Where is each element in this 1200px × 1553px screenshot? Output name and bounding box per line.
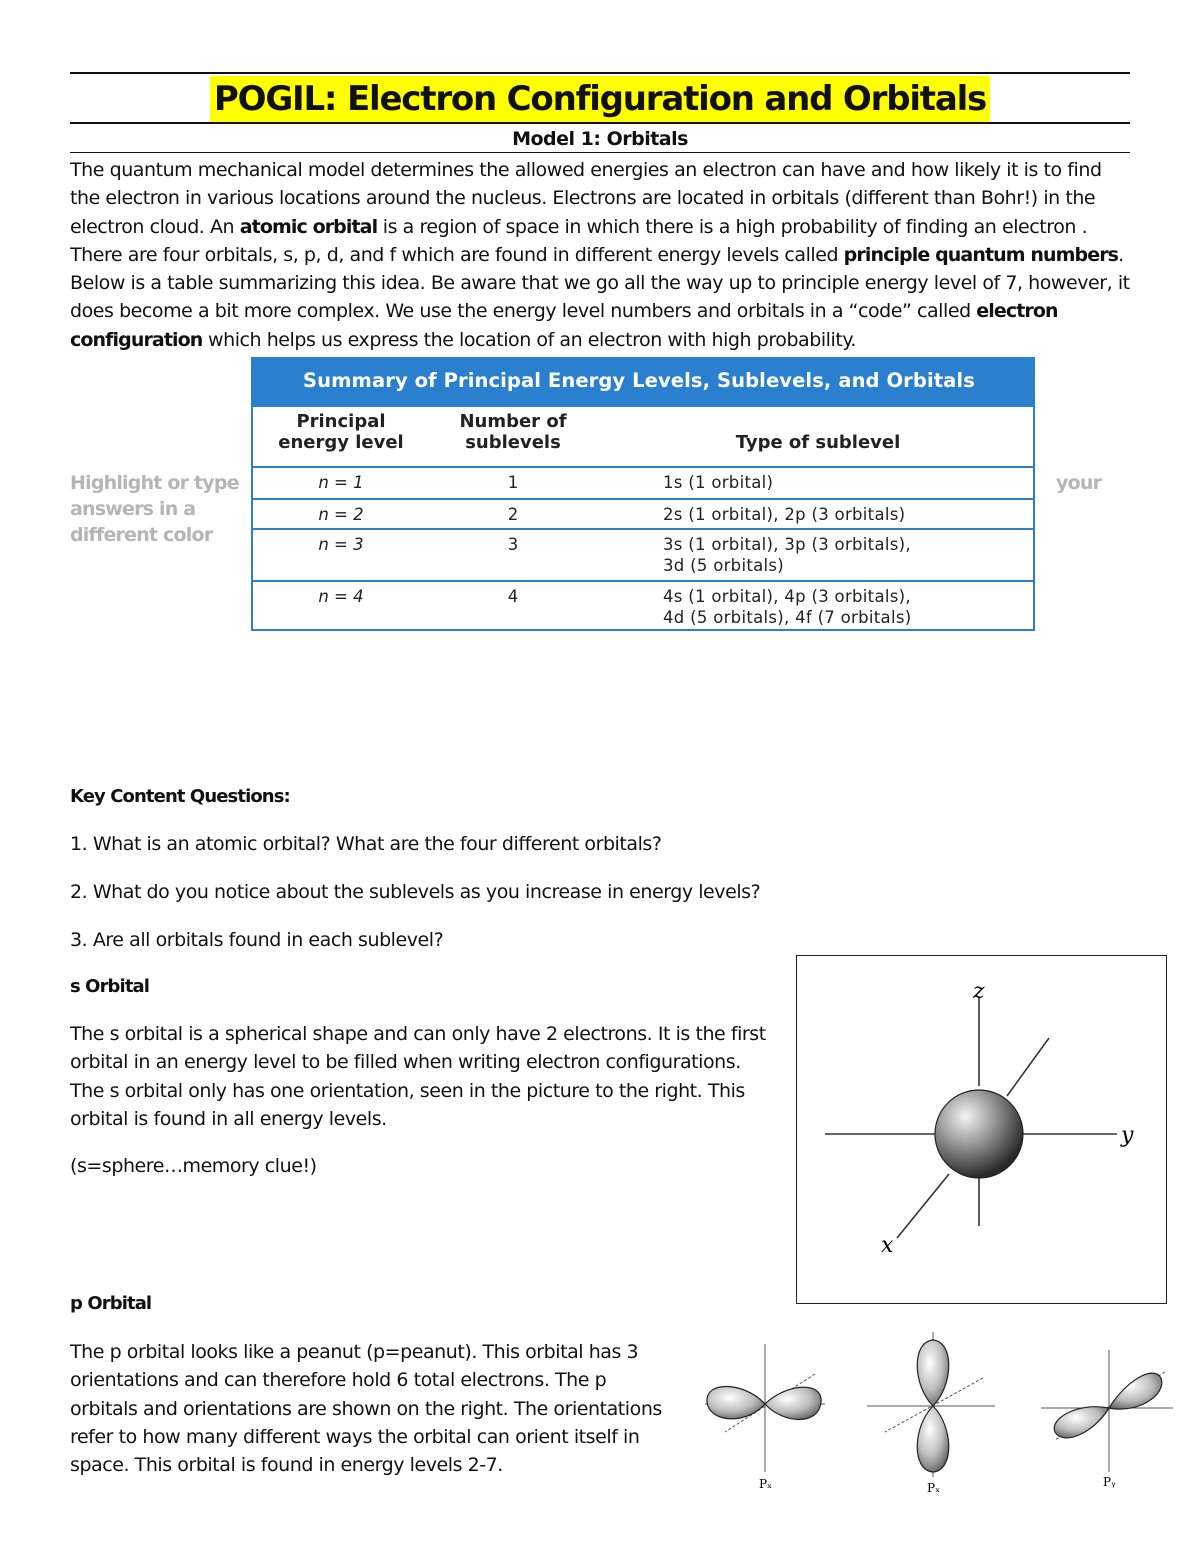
question-3: 3. Are all orbitals found in each sublevel? bbox=[70, 929, 444, 951]
px-orbital-icon bbox=[705, 1344, 825, 1491]
page-title: POGIL: Electron Configuration and Orbitals bbox=[210, 76, 990, 122]
question-2: 2. What do you notice about the sublevels as you increase in energy levels? bbox=[70, 881, 761, 903]
term-atomic-orbital: atomic orbital bbox=[239, 215, 378, 238]
table-row: n = 4 4 4s (1 orbital), 4p (3 orbitals), 4d (5 orbitals), 4f (7 orbitals) bbox=[253, 580, 1033, 630]
y-axis-label: y bbox=[1121, 1123, 1134, 1148]
intro-paragraph: The quantum mechanical model determines the allowed energies an electron can have and how likely it is to find the electron in various locations around the nucleus. Electrons are located in orbitals (different than Bohr!) in the electron cloud. An atomic orbital is a region of space in which there is a high probability of finding an electron . There are four orbitals, s, p, d, and f which are found in different energy levels called principle quantum numbers. Below is a table summarizing this idea. Be aware that we go all the way up to principle energy level of 7, however, it does become a bit more complex. We use the energy level numbers and orbitals in a “code” called electron configuration which helps us express the location of an electron with high probability. bbox=[70, 159, 1130, 351]
table-row: n = 3 3 3s (1 orbital), 3p (3 orbitals), 3d (5 orbitals) bbox=[253, 528, 1033, 582]
side-note-left: Highlight or type answers in a different color bbox=[70, 472, 239, 546]
side-note-right: your bbox=[1056, 472, 1102, 494]
p-orbitals-diagram bbox=[695, 1322, 1185, 1502]
key-content-questions-heading: Key Content Questions: bbox=[70, 786, 290, 807]
term-electron-configuration: electron configuration bbox=[70, 300, 1058, 351]
term-principle-quantum-numbers: principle quantum numbers bbox=[843, 243, 1119, 266]
py-caption: Pᵧ bbox=[1103, 1475, 1116, 1489]
summary-table bbox=[251, 357, 1035, 631]
pz-orbital-icon bbox=[867, 1332, 995, 1495]
title-rule bbox=[70, 122, 1130, 124]
s-orbital-paragraph: The s orbital is a spherical shape and can only have 2 electrons. It is the first orbital in an energy level to be filled when writing electron configurations. The s orbital only has one orientation, seen in the picture to the right. This orbital is found in all energy levels. bbox=[70, 1023, 766, 1130]
top-rule bbox=[70, 72, 1130, 74]
p-orbital-paragraph: The p orbital looks like a peanut (p=peanut). This orbital has 3 orientations and can therefore hold 6 total electrons. The p orbitals and orientations are shown on the right. The orientations refer to how many different ways the orbital can orient itself in space. This orbital is found in energy levels 2-7. bbox=[70, 1341, 662, 1477]
question-1: 1. What is an atomic orbital? What are the four different orbitals? bbox=[70, 833, 662, 855]
model-heading: Model 1: Orbitals bbox=[512, 128, 688, 150]
py-orbital-icon bbox=[1041, 1350, 1173, 1489]
summary-table-heading: Summary of Principal Energy Levels, Sublevels, and Orbitals bbox=[253, 359, 1033, 405]
s-orbital-heading: s Orbital bbox=[70, 976, 150, 997]
col-type-of-sublevel: Type of sublevel bbox=[735, 432, 901, 453]
s-orbital-memory-clue: (s=sphere…memory clue!) bbox=[70, 1155, 317, 1177]
title-wrap bbox=[0, 76, 1200, 122]
p-orbital-heading: p Orbital bbox=[70, 1293, 152, 1314]
table-row: n = 2 2 2s (1 orbital), 2p (3 orbitals) bbox=[253, 498, 1033, 530]
col-number-of-sublevels: Number of sublevels bbox=[459, 411, 567, 453]
s-orbital-figure bbox=[796, 955, 1167, 1304]
model-rule bbox=[70, 152, 1130, 153]
x-axis-label: x bbox=[881, 1233, 894, 1258]
pz-caption: Pₓ bbox=[927, 1481, 941, 1495]
table-row: n = 1 1 1s (1 orbital) bbox=[253, 466, 1033, 500]
px-caption: Pₓ bbox=[759, 1477, 773, 1491]
z-axis-label: z bbox=[973, 979, 985, 1004]
s-orbital-diagram bbox=[797, 956, 1165, 1302]
col-principal-energy-level: Principal energy level bbox=[278, 411, 404, 453]
